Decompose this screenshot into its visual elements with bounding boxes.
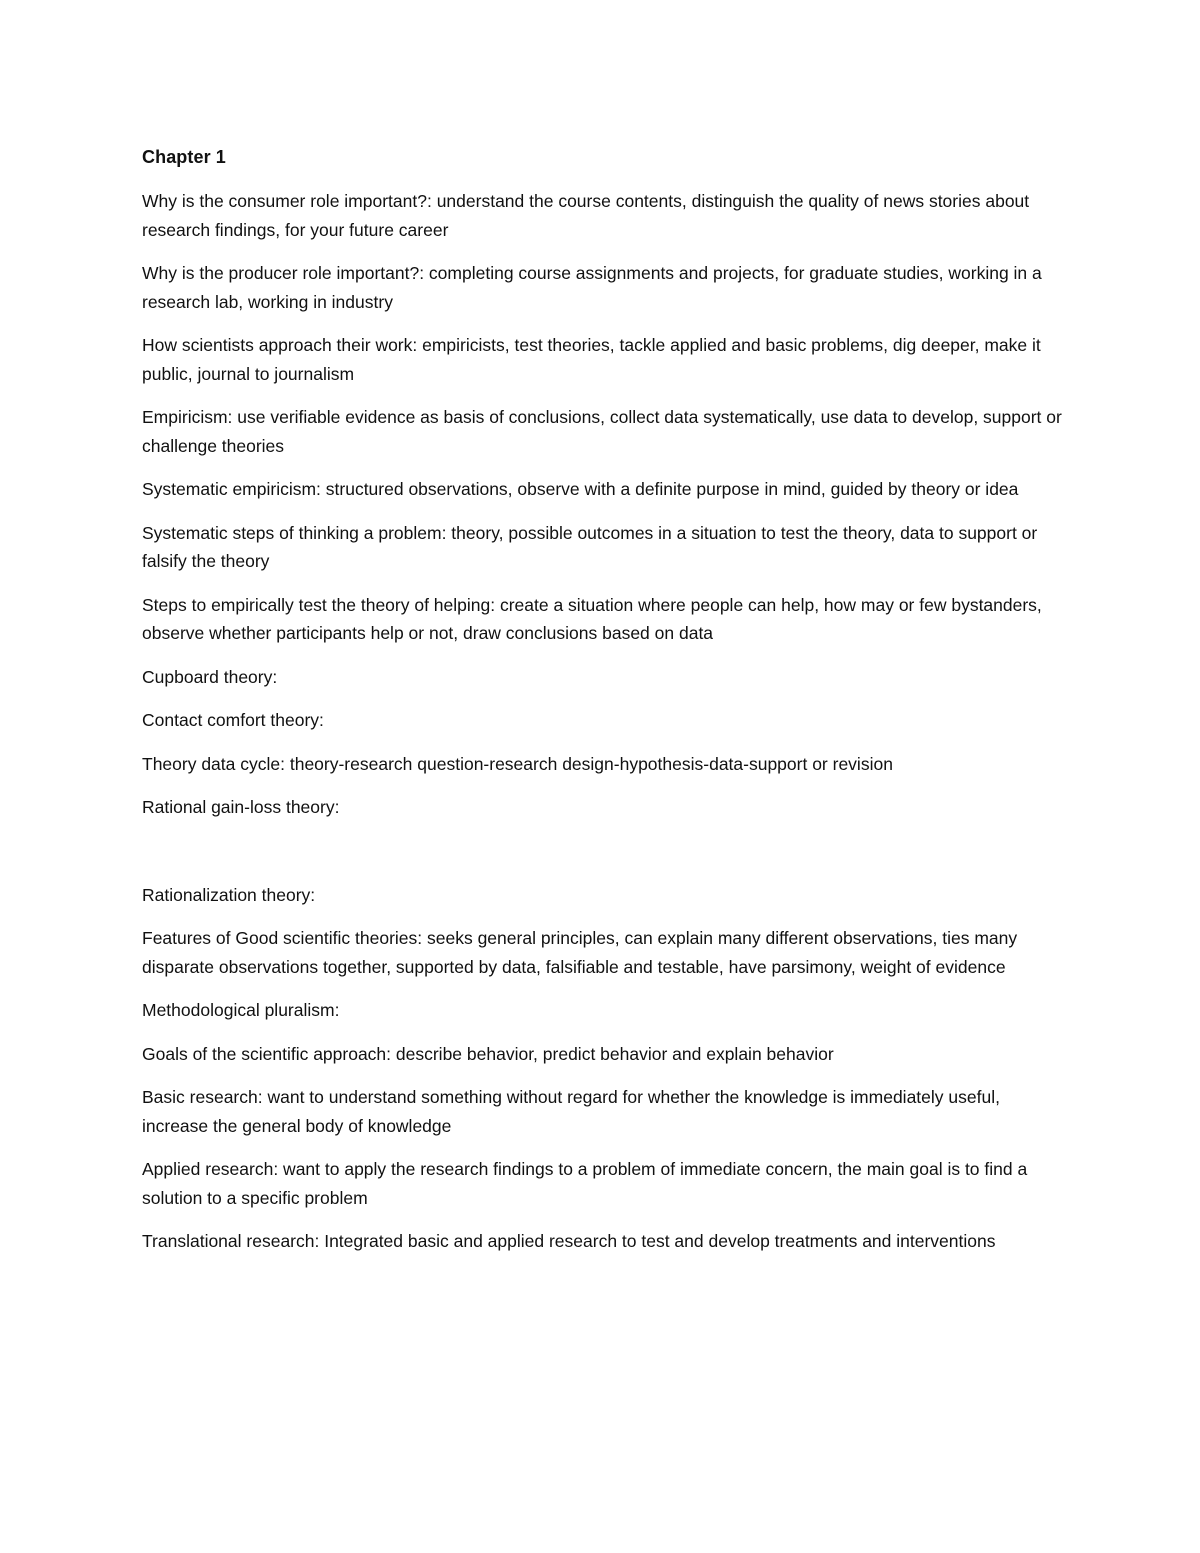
- paragraph-contact-comfort-theory: Contact comfort theory:: [142, 710, 324, 730]
- paragraph-systematic-steps: Systematic steps of thinking a problem: theory, possible outcomes in a situation to test the theory, data to support or falsify the theory: [142, 522, 1038, 571]
- paragraph-scientists-approach: How scientists approach their work: empiricists, test theories, tackle applied and basic problems, dig deeper, make it public, journal to journalism: [142, 335, 1041, 384]
- paragraph-consumer-role: Why is the consumer role important?: understand the course contents, distinguish the quality of news stories about research findings, for your future career: [142, 191, 1030, 240]
- paragraph-steps-helping: Steps to empirically test the theory of helping: create a situation where people can help, how may or few bystanders, observe whether participants help or not, draw conclusions based on data: [142, 594, 1042, 643]
- paragraph-translational-research: Translational research: Integrated basic and applied research to test and develop treatments and interventions: [142, 1231, 996, 1251]
- paragraph-scientific-goals: Goals of the scientific approach: describe behavior, predict behavior and explain behavior: [142, 1043, 834, 1064]
- paragraph-rationalization-theory: Rationalization theory:: [142, 884, 316, 905]
- paragraph-systematic-empiricism: Systematic empiricism: structured observations, observe with a definite purpose in mind, guided by theory or idea: [142, 479, 1019, 499]
- paragraph-good-theories: Features of Good scientific theories: seeks general principles, can explain many different observations, ties many disparate observations together, supported by data, falsifiable and testable, have parsimony, weight of evidence: [142, 928, 1018, 977]
- paragraph-empiricism: Empiricism: use verifiable evidence as basis of conclusions, collect data systematically, use data to develop, support or challenge theories: [142, 407, 1062, 456]
- paragraph-applied-research: Applied research: want to apply the research findings to a problem of immediate concern, the main goal is to find a solution to a specific problem: [142, 1159, 1028, 1208]
- paragraph-methodological-pluralism: Methodological pluralism:: [142, 1000, 340, 1020]
- paragraph-rational-gain-loss: Rational gain-loss theory:: [142, 797, 340, 817]
- chapter-heading: Chapter 1: [142, 147, 226, 167]
- paragraph-basic-research: Basic research: want to understand something without regard for whether the knowledge is immediately useful, increase the general body of knowledge: [142, 1087, 1000, 1136]
- document-body: [142, 143, 1062, 1271]
- paragraph-producer-role: Why is the producer role important?: completing course assignments and projects, for graduate studies, working in a research lab, working in industry: [142, 263, 1042, 312]
- paragraph-cupboard-theory: Cupboard theory:: [142, 666, 278, 687]
- paragraph-theory-data-cycle: Theory data cycle: theory-research question-research design-hypothesis-data-support or revision: [142, 753, 893, 774]
